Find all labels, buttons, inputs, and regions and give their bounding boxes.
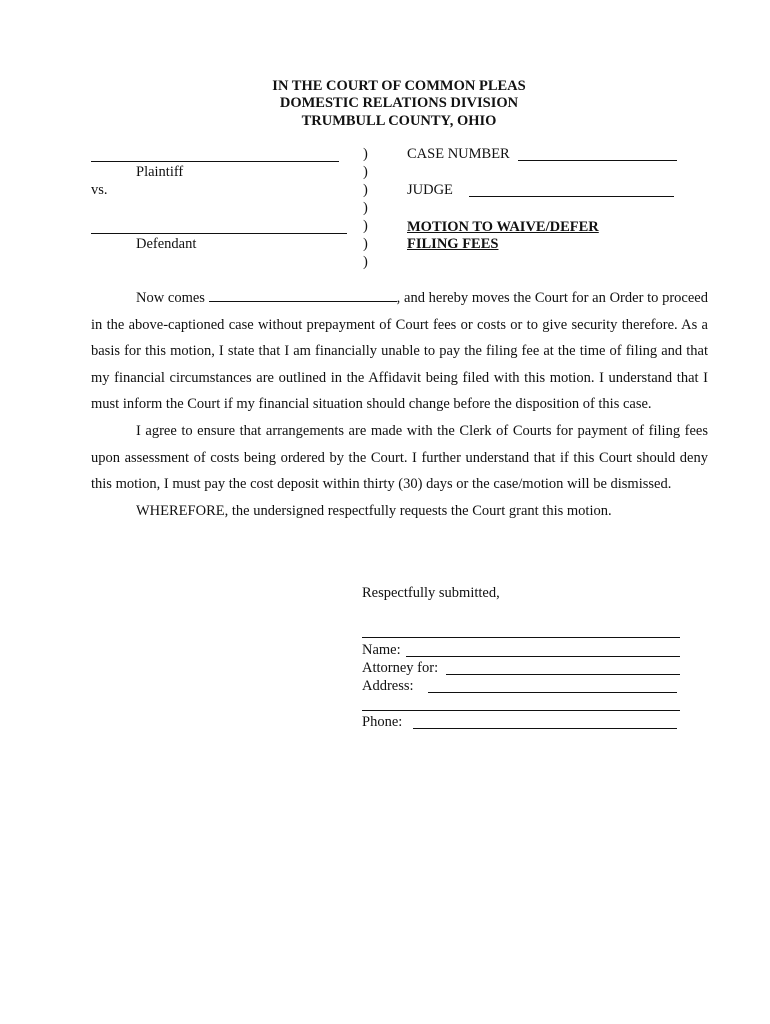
caption-paren: ) — [363, 254, 368, 270]
caption-paren: ) — [363, 218, 368, 234]
judge-label: JUDGE — [407, 182, 453, 198]
defendant-name-line[interactable] — [91, 233, 347, 234]
caption-paren: ) — [363, 236, 368, 252]
attorney-for-field[interactable] — [446, 674, 680, 675]
paragraph-2: I agree to ensure that arrangements are made with the Clerk of Courts for payment of filing fees upon assessment of costs being ordered by the Court. I further understand that if this Court should deny this motion, I must pay the cost deposit within thirty (30) days or the case/motion will be dismissed. — [91, 422, 708, 493]
vs-label: vs. — [91, 182, 108, 198]
case-number-label: CASE NUMBER — [407, 146, 510, 162]
motion-title-line1: MOTION TO WAIVE/DEFER — [407, 219, 599, 235]
division-name: DOMESTIC RELATIONS DIVISION — [279, 95, 519, 111]
plaintiff-name-line[interactable] — [91, 161, 339, 162]
paragraph-3: WHEREFORE, the undersigned respectfully requests the Court grant this motion. — [136, 502, 612, 519]
county-name: TRUMBULL COUNTY, OHIO — [301, 113, 497, 129]
address-field-line-2[interactable] — [362, 710, 680, 711]
phone-field[interactable] — [413, 728, 677, 729]
caption-paren: ) — [363, 164, 368, 180]
paragraph-1-text: , and hereby moves the Court for an Order to proceed in the above-captioned case without prepayment of Court fees or costs or to give security therefore. As a basis for this motion, I state that I am financially unable to pay the filing fee at the time of filing and that my financial circumstances are outlined in the Affidavit being filed with this motion. I understand that I must inform the Court if my financial situation should change before the disposition of this case. — [91, 290, 708, 413]
caption-paren: ) — [363, 200, 368, 216]
name-label: Name: — [362, 642, 401, 658]
now-comes-text: Now comes — [136, 290, 205, 306]
paragraph-1 — [91, 285, 708, 418]
address-label: Address: — [362, 678, 414, 694]
caption-paren: ) — [363, 182, 368, 198]
name-field[interactable] — [406, 656, 680, 657]
closing-text: Respectfully submitted, — [362, 585, 500, 601]
motion-body — [91, 285, 708, 524]
defendant-label: Defendant — [136, 236, 197, 252]
case-number-field[interactable] — [518, 160, 677, 161]
motion-title-line2: FILING FEES — [407, 236, 499, 252]
court-name: IN THE COURT OF COMMON PLEAS — [272, 78, 526, 94]
caption-paren: ) — [363, 146, 368, 162]
movant-name-field[interactable] — [209, 287, 397, 302]
attorney-for-label: Attorney for: — [362, 660, 439, 676]
phone-label: Phone: — [362, 714, 403, 730]
address-field[interactable] — [428, 692, 677, 693]
signature-line[interactable] — [362, 637, 680, 638]
plaintiff-label: Plaintiff — [136, 164, 184, 180]
judge-field[interactable] — [469, 196, 674, 197]
